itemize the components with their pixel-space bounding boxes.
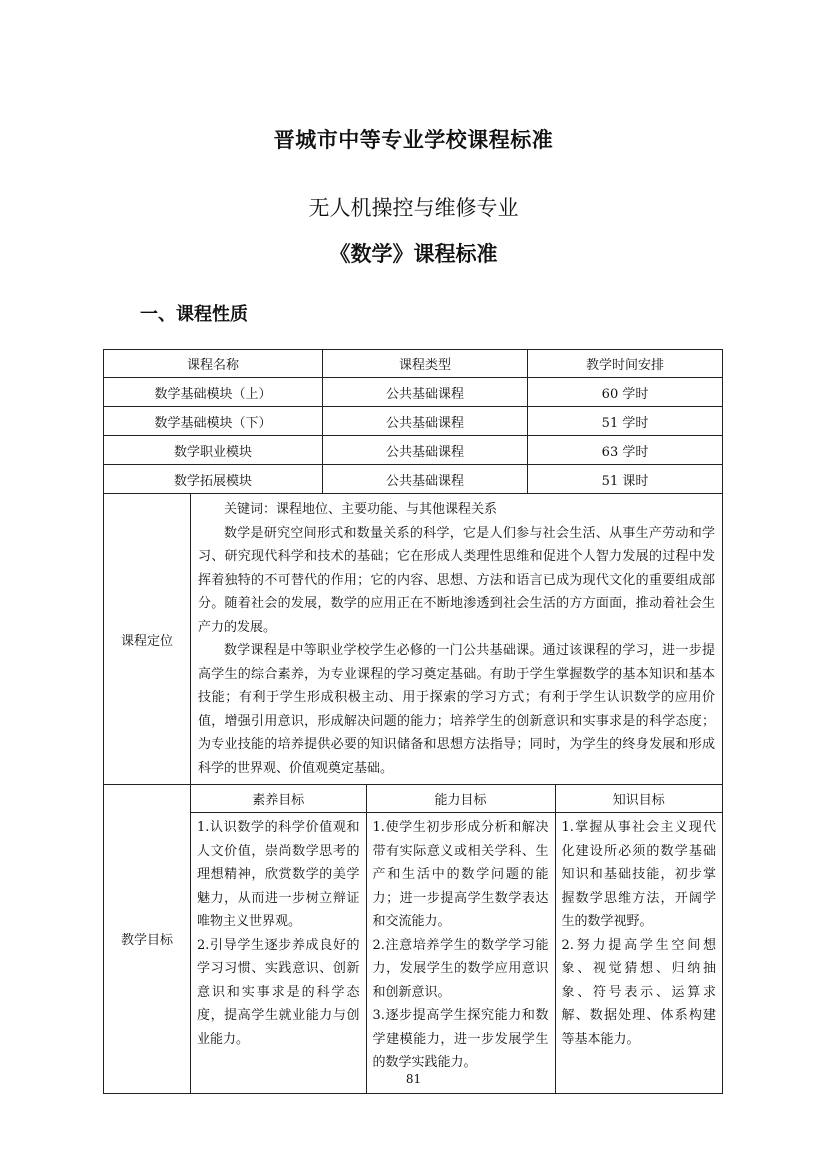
course-title: 《数学》课程标准 (329, 241, 498, 266)
goals-table (191, 785, 722, 1093)
school-title: 晋城市中等专业学校课程标准 (273, 127, 554, 152)
major-title: 无人机操控与维修专业 (308, 196, 519, 220)
goals-label: 教学目标 (104, 785, 191, 1094)
table-row (104, 436, 723, 465)
positioning-content (191, 494, 723, 785)
column-header: 课程名称 (104, 350, 323, 378)
course-type-cell: 公共基础课程 (323, 407, 528, 436)
goal-header-ability: 能力目标 (366, 785, 555, 813)
positioning-label: 课程定位 (104, 494, 191, 785)
course-name-cell: 数学基础模块（上） (104, 378, 323, 407)
column-header: 课程类型 (323, 350, 528, 378)
goals-body-row (191, 813, 722, 1093)
goals-content (191, 785, 723, 1094)
positioning-row (104, 494, 723, 785)
course-hours-cell: 51 课时 (528, 465, 723, 494)
section-heading: 一、课程性质 (140, 304, 248, 325)
course-type-cell: 公共基础课程 (323, 378, 528, 407)
goal-item: 2.努力提高学生空间想象、视觉猜想、归纳抽象、符号表示、运算求解、数据处理、体系构建等基本能力。 (561, 937, 717, 1047)
course-hours-cell: 60 学时 (528, 378, 723, 407)
course-type-cell: 公共基础课程 (323, 436, 528, 465)
table-row (104, 378, 723, 407)
goal-item: 1.认识数学的科学价值观和人文价值，崇尚数学思考的理想精神，欣赏数学的美学魅力，从而进一步树立辩证唯物主义世界观。 (197, 820, 360, 929)
table-header-row (104, 350, 723, 378)
course-type-cell: 公共基础课程 (323, 465, 528, 494)
table-row (104, 465, 723, 494)
positioning-paragraph: 数学课程是中等职业学校学生必修的一门公共基础课。通过该课程的学习，进一步提高学生的综合素养，为专业课程的学习奠定基础。有助于学生掌握数学的基本知识和基本技能；有利于学生形成积极主动、用于探索的学习方式；有利于学生认识数学的应用价值，增强引用意识，形成解决问题的能力；培养学生的创新意识和实事求是的科学态度；为专业技能的培养提供必要的知识储备和思想方法指导；同时，为学生的终身发展和形成科学的世界观、价值观奠定基础。 (198, 643, 716, 776)
table-row (104, 407, 723, 436)
goal-item: 1.使学生初步形成分析和解决带有实际意义或相关学科、生产和生活中的数学问题的能力；进一步提高学生数学表达和交流能力。 (372, 820, 549, 929)
course-hours-cell: 63 学时 (528, 436, 723, 465)
knowledge-goals (555, 813, 722, 1093)
goal-header-literacy: 素养目标 (191, 785, 366, 813)
page-number: 81 (405, 1072, 422, 1086)
course-standard-table (103, 349, 723, 1094)
goals-row (104, 785, 723, 1094)
goal-header-knowledge: 知识目标 (555, 785, 722, 813)
positioning-paragraph: 数学是研究空间形式和数量关系的科学，它是人们参与社会生活、从事生产劳动和学习、研究现代科学和技术的基础；它在形成人类理性思维和促进个人智力发展的过程中发挥着独特的不可替代的作用；它的内容、思想、方法和语言已成为现代文化的重要组成部分。随着社会的发展，数学的应用正在不断地渗透到社会生活的方方面面，推动着社会生产力的发展。 (198, 525, 716, 635)
goal-item: 2.引导学生逐步养成良好的学习习惯、实践意识、创新意识和实事求是的科学态度，提高学生就业能力与创业能力。 (197, 937, 360, 1047)
course-name-cell: 数学拓展模块 (104, 465, 323, 494)
course-hours-cell: 51 学时 (528, 407, 723, 436)
ability-goals (366, 813, 555, 1093)
goal-item: 1.掌握从事社会主义现代化建设所必须的数学基础知识和基础技能，初步掌握数学思维方法，开阔学生的数学视野。 (561, 820, 717, 929)
goals-header-row (191, 785, 722, 813)
course-name-cell: 数学基础模块（下） (104, 407, 323, 436)
goal-item: 3.逐步提高学生探究能力和数学建模能力，进一步发展学生的数学实践能力。 (372, 1008, 549, 1070)
goal-item: 2.注意培养学生的数学学习能力，发展学生的数学应用意识和创新意识。 (372, 937, 549, 1000)
positioning-keywords: 关键词：课程地位、主要功能、与其他课程关系 (224, 502, 498, 517)
course-name-cell: 数学职业模块 (104, 436, 323, 465)
column-header: 教学时间安排 (528, 350, 723, 378)
literacy-goals (191, 813, 366, 1093)
